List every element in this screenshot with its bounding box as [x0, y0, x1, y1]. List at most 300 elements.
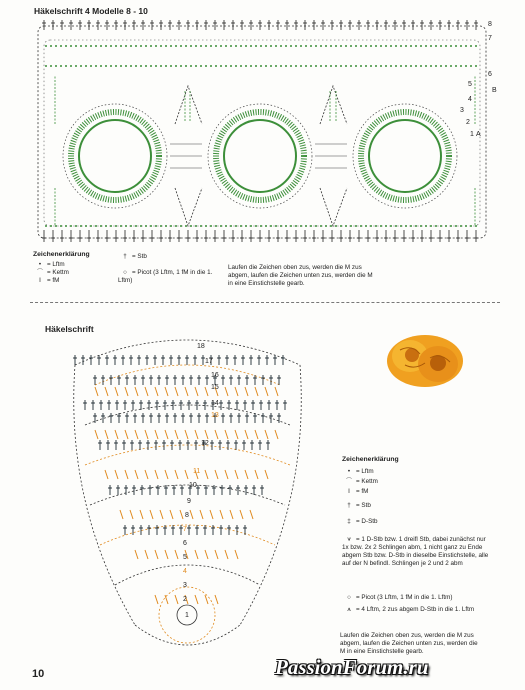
stitch-dot	[275, 65, 277, 67]
stitch-mark	[220, 510, 223, 519]
stitch-dot	[85, 225, 87, 227]
stitch-dot	[125, 65, 127, 67]
stitch-dot	[225, 225, 227, 227]
stitch-dot	[175, 45, 177, 47]
stitch-dot	[110, 225, 112, 227]
stitch-mark	[125, 430, 128, 439]
stitch-dot	[415, 45, 417, 47]
stitch-mark	[185, 430, 188, 439]
stitch-dot	[220, 45, 222, 47]
s2-row-label: 8	[185, 512, 189, 519]
stitch-dot	[325, 65, 327, 67]
stitch-dot	[470, 65, 472, 67]
stitch-mark	[195, 387, 198, 396]
stitch-dot	[250, 45, 252, 47]
stitch-dot	[445, 225, 447, 227]
stitch-dot	[420, 225, 422, 227]
stitch-dot	[265, 45, 267, 47]
stitch-dot	[160, 45, 162, 47]
stitch-dot	[105, 65, 107, 67]
stitch-mark	[245, 387, 248, 396]
stitch-dot	[95, 45, 97, 47]
stitch-dot	[215, 45, 217, 47]
stitch-dot	[415, 65, 417, 67]
stitch-dot	[195, 225, 197, 227]
stitch-dot	[180, 225, 182, 227]
stitch-mark	[115, 430, 118, 439]
stitch-dot	[390, 225, 392, 227]
stitch-dot	[185, 45, 187, 47]
legend2-heading: Zeichenerklärung	[342, 456, 399, 463]
stitch-dot	[235, 225, 237, 227]
stitch-dot	[285, 225, 287, 227]
s2-row-label: 9	[187, 498, 191, 505]
stitch-mark	[165, 470, 168, 479]
stitch-mark	[105, 470, 108, 479]
stitch-dot	[360, 65, 362, 67]
stitch-dot	[135, 225, 137, 227]
stitch-dot	[380, 45, 382, 47]
stitch-dot	[290, 225, 292, 227]
stitch-dot	[260, 225, 262, 227]
stitch-dot	[45, 45, 47, 47]
stitch-dot	[170, 45, 172, 47]
s2-row-label: 1	[185, 612, 189, 619]
stitch-dot	[70, 225, 72, 227]
stitch-mark	[255, 430, 258, 439]
stitch-dot	[305, 225, 307, 227]
stitch-dot	[180, 45, 182, 47]
s2-row-label: 7	[183, 526, 187, 533]
legend1-item-stb: † = Stb	[123, 253, 147, 260]
stitch-mark	[155, 430, 158, 439]
stitch-dot	[150, 45, 152, 47]
stitch-dot	[475, 45, 477, 47]
stitch-mark	[180, 510, 183, 519]
stitch-mark	[135, 387, 138, 396]
stitch-dot	[460, 225, 462, 227]
s1-row-label: 2	[466, 119, 470, 126]
stitch-dot	[435, 225, 437, 227]
stitch-mark	[250, 510, 253, 519]
stitch-mark	[195, 550, 198, 559]
stitch-mark	[265, 387, 268, 396]
legend1-item: ⌒ = Kettm	[36, 269, 69, 276]
stitch-dot	[365, 65, 367, 67]
stitch-dot	[245, 225, 247, 227]
stitch-dot	[90, 225, 92, 227]
stitch-dot	[225, 45, 227, 47]
watermark-logo: PassionForum.ru	[275, 655, 429, 679]
ring-2	[208, 104, 312, 208]
stitch-mark	[140, 510, 143, 519]
stitch-dot	[75, 45, 77, 47]
ring-1	[63, 104, 167, 208]
stitch-dot	[410, 45, 412, 47]
stitch-mark	[215, 595, 218, 604]
s1-row-label: 1	[470, 131, 474, 138]
s1-row-label: 5	[468, 81, 472, 88]
stitch-dot	[305, 65, 307, 67]
stitch-dot	[100, 45, 102, 47]
section-divider	[30, 302, 500, 303]
stitch-mark	[175, 550, 178, 559]
stitch-mark	[275, 430, 278, 439]
stitch-dot	[320, 225, 322, 227]
stitch-dot	[190, 225, 192, 227]
stitch-dot	[265, 225, 267, 227]
stitch-dot	[230, 225, 232, 227]
stitch-dot	[410, 225, 412, 227]
stitch-dot	[55, 225, 57, 227]
stitch-dot	[410, 65, 412, 67]
stitch-dot	[425, 45, 427, 47]
stitch-dot	[200, 225, 202, 227]
stitch-dot	[115, 45, 117, 47]
stitch-dot	[310, 65, 312, 67]
stitch-mark	[175, 430, 178, 439]
stitch-dot	[365, 45, 367, 47]
stitch-dot	[155, 65, 157, 67]
s2-row-label: 12	[201, 440, 209, 447]
stitch-dot	[110, 65, 112, 67]
stitch-dot	[150, 65, 152, 67]
page-number: 10	[32, 668, 45, 680]
stitch-dot	[395, 45, 397, 47]
stitch-dot	[340, 45, 342, 47]
stitch-dot	[215, 225, 217, 227]
stitch-dot	[230, 45, 232, 47]
stitch-mark	[175, 595, 178, 604]
stitch-dot	[85, 65, 87, 67]
stitch-dot	[430, 45, 432, 47]
stitch-mark	[145, 430, 148, 439]
stitch-mark	[175, 470, 178, 479]
stitch-dot	[175, 225, 177, 227]
rose-image	[380, 330, 470, 392]
stitch-dot	[465, 45, 467, 47]
stitch-dot	[380, 225, 382, 227]
stitch-dot	[475, 65, 477, 67]
stitch-dot	[265, 65, 267, 67]
legend2-item: ‡ = D-Stb	[347, 518, 378, 525]
stitch-mark	[95, 430, 98, 439]
stitch-mark	[150, 510, 153, 519]
stitch-dot	[370, 45, 372, 47]
legend2-note: Laufen die Zeichen oben zus, werden die M zus abgem, laufen die Zeichen unten zus, werden die M in eine Einstichstelle gearb.	[340, 632, 478, 655]
legend2-item: † = Stb	[347, 502, 371, 509]
s2-row-label: 3	[183, 582, 187, 589]
stitch-dot	[255, 225, 257, 227]
stitch-mark	[275, 387, 278, 396]
stitch-dot	[385, 45, 387, 47]
stitch-dot	[75, 65, 77, 67]
stitch-dot	[215, 65, 217, 67]
stitch-mark	[205, 550, 208, 559]
stitch-dot	[235, 65, 237, 67]
stitch-dot	[165, 65, 167, 67]
s2-row-label: 16	[211, 372, 219, 379]
stitch-dot	[390, 65, 392, 67]
s2-row-label: 11	[193, 468, 201, 475]
stitch-dot	[170, 65, 172, 67]
stitch-dot	[105, 225, 107, 227]
stitch-dot	[285, 65, 287, 67]
stitch-mark	[255, 387, 258, 396]
stitch-mark	[205, 387, 208, 396]
stitch-dot	[205, 45, 207, 47]
stitch-mark	[170, 510, 173, 519]
stitch-dot	[155, 225, 157, 227]
stitch-mark	[130, 510, 133, 519]
stitch-dot	[115, 65, 117, 67]
stitch-dot	[235, 45, 237, 47]
stitch-mark	[185, 387, 188, 396]
stitch-dot	[360, 225, 362, 227]
legend2	[342, 456, 482, 526]
stitch-dot	[240, 65, 242, 67]
stitch-dot	[270, 225, 272, 227]
stitch-dot	[120, 45, 122, 47]
stitch-dot	[160, 65, 162, 67]
stitch-dot	[355, 45, 357, 47]
stitch-mark	[195, 430, 198, 439]
stitch-dot	[450, 65, 452, 67]
stitch-dot	[315, 45, 317, 47]
stitch-dot	[450, 225, 452, 227]
stitch-dot	[365, 225, 367, 227]
stitch-dot	[300, 225, 302, 227]
stitch-dot	[355, 65, 357, 67]
stitch-dot	[105, 45, 107, 47]
section1-title: Häkelschrift 4 Modelle 8 - 10	[34, 6, 148, 16]
stitch-dot	[140, 65, 142, 67]
stitch-dot	[255, 65, 257, 67]
s2-row-label: 14	[211, 400, 219, 407]
stitch-dot	[75, 225, 77, 227]
stitch-dot	[375, 65, 377, 67]
stitch-dot	[65, 225, 67, 227]
stitch-dot	[400, 45, 402, 47]
stitch-mark	[155, 387, 158, 396]
stitch-mark	[200, 510, 203, 519]
stitch-dot	[335, 65, 337, 67]
stitch-mark	[95, 387, 98, 396]
stitch-dot	[375, 45, 377, 47]
stitch-dot	[255, 45, 257, 47]
stitch-dot	[65, 45, 67, 47]
stitch-dot	[310, 225, 312, 227]
stitch-dot	[395, 225, 397, 227]
legend1-item: • = Lftm	[38, 261, 65, 268]
stitch-dot	[275, 225, 277, 227]
stitch-dot	[90, 65, 92, 67]
stitch-dot	[70, 45, 72, 47]
stitch-dot	[115, 225, 117, 227]
stitch-dot	[325, 225, 327, 227]
stitch-dot	[290, 65, 292, 67]
legend2-item: ⌒ = Kettm	[345, 478, 378, 485]
stitch-dot	[100, 225, 102, 227]
stitch-dot	[120, 225, 122, 227]
stitch-mark	[135, 550, 138, 559]
stitch-mark	[125, 387, 128, 396]
stitch-dot	[65, 65, 67, 67]
s2-row-label: 17	[205, 358, 213, 365]
stitch-dot	[280, 45, 282, 47]
stitch-mark	[265, 470, 268, 479]
stitch-dot	[350, 45, 352, 47]
stitch-dot	[425, 65, 427, 67]
stitch-mark	[215, 430, 218, 439]
stitch-mark	[210, 510, 213, 519]
stitch-mark	[105, 430, 108, 439]
stitch-dot	[240, 45, 242, 47]
stitch-mark	[155, 550, 158, 559]
stitch-dot	[455, 65, 457, 67]
s1-row-label: 4	[468, 96, 472, 103]
chart1-diagram	[30, 16, 500, 246]
stitch-dot	[375, 225, 377, 227]
stitch-dot	[305, 45, 307, 47]
stitch-dot	[425, 225, 427, 227]
stitch-dot	[355, 225, 357, 227]
stitch-mark	[145, 387, 148, 396]
stitch-dot	[450, 45, 452, 47]
stitch-dot	[430, 65, 432, 67]
stitch-dot	[320, 45, 322, 47]
stitch-dot	[385, 65, 387, 67]
stitch-dot	[395, 65, 397, 67]
stitch-dot	[60, 65, 62, 67]
stitch-dot	[335, 225, 337, 227]
stitch-dot	[470, 45, 472, 47]
stitch-dot	[315, 65, 317, 67]
stitch-mark	[240, 510, 243, 519]
stitch-dot	[260, 45, 262, 47]
stitch-dot	[80, 65, 82, 67]
stitch-dot	[290, 45, 292, 47]
stitch-dot	[440, 45, 442, 47]
stitch-dot	[155, 45, 157, 47]
stitch-dot	[90, 45, 92, 47]
stitch-dot	[400, 225, 402, 227]
ring-3	[353, 104, 457, 208]
stitch-dot	[50, 45, 52, 47]
stitch-mark	[135, 430, 138, 439]
stitch-dot	[245, 65, 247, 67]
stitch-dot	[300, 45, 302, 47]
s1-row-label: 3	[460, 107, 464, 114]
stitch-dot	[130, 225, 132, 227]
stitch-dot	[50, 65, 52, 67]
stitch-dot	[400, 65, 402, 67]
stitch-dot	[380, 65, 382, 67]
stitch-dot	[460, 45, 462, 47]
s2-row-label: 13	[211, 412, 219, 419]
legend2-item-picot: ○ = Picot (3 Lftm, 1 fM in die 1. Lftm)	[347, 594, 453, 601]
legend1-item: I = fM	[39, 277, 60, 284]
stitch-dot	[60, 45, 62, 47]
stitch-dot	[110, 45, 112, 47]
s1-row-label: 8	[488, 21, 492, 28]
stitch-mark	[155, 595, 158, 604]
stitch-mark	[205, 430, 208, 439]
stitch-dot	[170, 225, 172, 227]
stitch-dot	[470, 225, 472, 227]
legend2-item-complex: ⩛ = 1 D-Stb bzw. 1 dreifl Stb, dabei zunächst nur 1x bzw. 2x 2 Schlingen abm, 1 nicht ganz zu Ende abgem Stb bzw. D-Stb in dieselbe Einstichstelle, alle auf der N befindl. Schlingen je 2 und 2 abm	[342, 536, 489, 567]
stitch-mark	[265, 430, 268, 439]
stitch-dot	[370, 225, 372, 227]
legend2-item: I = fM	[348, 488, 369, 495]
stitch-dot	[140, 225, 142, 227]
stitch-dot	[285, 45, 287, 47]
s1-row-label: 6	[488, 71, 492, 78]
stitch-dot	[160, 225, 162, 227]
stitch-dot	[405, 65, 407, 67]
stitch-dot	[55, 45, 57, 47]
stitch-dot	[460, 65, 462, 67]
s1-row-label: B	[492, 87, 497, 94]
stitch-dot	[55, 65, 57, 67]
stitch-dot	[430, 225, 432, 227]
stitch-dot	[345, 45, 347, 47]
stitch-mark	[120, 510, 123, 519]
stitch-dot	[295, 45, 297, 47]
stitch-dot	[175, 65, 177, 67]
stitch-dot	[230, 65, 232, 67]
stitch-mark	[225, 470, 228, 479]
stitch-dot	[185, 65, 187, 67]
stitch-mark	[235, 550, 238, 559]
stitch-mark	[165, 550, 168, 559]
stitch-dot	[295, 225, 297, 227]
s2-row-label: 18	[197, 343, 205, 350]
stitch-dot	[225, 65, 227, 67]
stitch-dot	[345, 225, 347, 227]
s1-row-label: 7	[488, 35, 492, 42]
stitch-mark	[115, 387, 118, 396]
stitch-dot	[465, 225, 467, 227]
stitch-dot	[135, 65, 137, 67]
stitch-dot	[210, 45, 212, 47]
stitch-mark	[215, 550, 218, 559]
legend1-heading: Zeichenerklärung	[33, 251, 90, 258]
stitch-dot	[300, 65, 302, 67]
stitch-dot	[140, 45, 142, 47]
stitch-mark	[135, 470, 138, 479]
stitch-dot	[95, 225, 97, 227]
stitch-dot	[360, 45, 362, 47]
stitch-dot	[200, 65, 202, 67]
stitch-dot	[165, 225, 167, 227]
stitch-dot	[390, 45, 392, 47]
stitch-dot	[245, 45, 247, 47]
stitch-dot	[315, 225, 317, 227]
stitch-dot	[330, 65, 332, 67]
stitch-dot	[80, 225, 82, 227]
stitch-dot	[205, 225, 207, 227]
stitch-dot	[405, 45, 407, 47]
stitch-dot	[320, 65, 322, 67]
stitch-dot	[435, 45, 437, 47]
legend2-item: • = Lftm	[347, 468, 374, 475]
stitch-dot	[260, 65, 262, 67]
stitch-dot	[210, 225, 212, 227]
stitch-mark	[125, 470, 128, 479]
legend1-item-picot: ○ = Picot (3 Lftm, 1 fM in die 1. Lftm)	[118, 269, 213, 284]
stitch-dot	[250, 65, 252, 67]
